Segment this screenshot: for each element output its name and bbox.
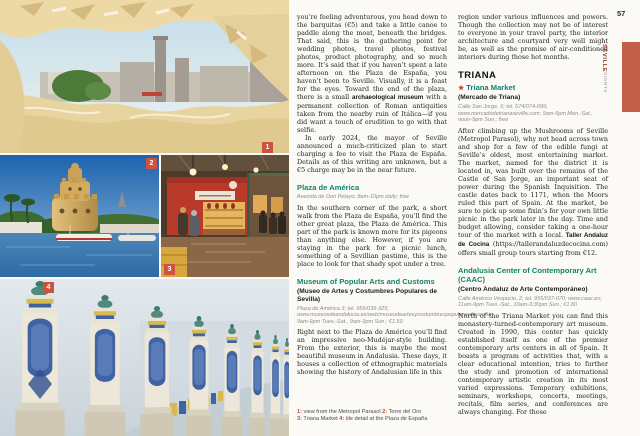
photo-metropol-parasol-view bbox=[0, 0, 289, 153]
listing-info-plaza-de-america: Avenida de Don Pelayo; 8am-10pm daily; free bbox=[297, 194, 410, 200]
triana-market-illustration bbox=[161, 155, 289, 277]
paragraph-text: (https://tallerandaluzdecocina.com) offers small group tours starting from €12. bbox=[458, 239, 608, 257]
listing-info-triana-market: Calle San Jorge, 6; tel. 674/074-099; www.mercadodetrianasevilla.com; 9am-5pm Mon.-Sat., noon-5pm Sun.; free bbox=[458, 104, 593, 124]
paragraph-triana-market bbox=[458, 127, 608, 257]
photo-badge-3: 3 bbox=[164, 264, 175, 275]
top-sight-star-icon: ★ bbox=[458, 85, 465, 92]
photo-torre-del-oro bbox=[0, 155, 159, 277]
caption-number: 2: bbox=[382, 409, 388, 415]
chapter-tab bbox=[601, 44, 607, 104]
subheading-museo-artes: (Museo de Artes y Costumbres Populares de Sevilla) bbox=[297, 287, 438, 303]
caption-text: Torre del Oro bbox=[387, 409, 422, 415]
paragraph-text: you’re feeling adventurous, you head down to the barquitas (€5) and take a little canoe to paddle along the moat, beneath the bridges. That said, this is the gathering point for wedding photos, travel photos, festival photos, product photography, and so much more. It’s said that if you haven’t spent a late afternoon on the Plaza de España, you haven’t been to Seville. Visually, it is a feast for the eyes. Toward the end of the plaza, there is a small bbox=[297, 13, 447, 101]
paragraph-caac: North of the Triana Market you can find this monastery-turned-contemporary art museum. Created in 1990, this center has quickly established itself as one of the premier contemporary arts centers in all of Spain. It boasts a program of activities that, with a clear educational intention, tries to further the study and promotion of international contemporary artistic creation in its most varied expressions. Temporary exhibitions, seminars, workshops, concerts, meetings, recitals, film series, and conferences are always changing. For those bbox=[458, 311, 608, 416]
listing-info-caac: Calle Américo Vespucio, 2; tel. 955/037-070; www.caac.es; 11am-9pm Tues.-Sat., 10am-3:30pm Sun.; €1.80 bbox=[458, 295, 602, 309]
paragraph-text: After climbing up the Mushrooms of Seville (Metropol Parasol), why not head across town and shop for a few of the edible fungi at Seville’s oldest, most entertaining market. The market, named for the district it is located in, was built over the remains of the Castle of San Jorge, an important seat of power during the Spanish Inquisition. The castle dates back to 1171, when the Moors ruled this part of Spain. At the market, be sure to pick up some fixin’s for your own little picnic in the park later in the day. Time and budget allowing, consider taking a one-hour tour of the market with a local. bbox=[458, 126, 608, 239]
caption-text: tile detail at the Plaza de España bbox=[344, 416, 428, 422]
bold-taller-andaluz-de-cocina: Taller Andaluz de Cocina bbox=[458, 231, 608, 248]
heading-museum-popular-arts: Museum of Popular Arts and Customs bbox=[297, 276, 435, 286]
metropol-parasol-illustration bbox=[0, 0, 289, 153]
torre-del-oro-illustration bbox=[0, 155, 159, 277]
page-number: 57 bbox=[617, 9, 626, 18]
photo-badge-4: 4 bbox=[43, 282, 54, 293]
paragraph-plaza-espana bbox=[297, 13, 447, 134]
subheading-mercado-de-triana: (Mercado de Triana) bbox=[458, 94, 521, 101]
plaza-espana-tiles-illustration bbox=[0, 279, 289, 436]
paragraph-plaza-de-america: In the southern corner of the park, a short walk from the Plaza de España, you’ll find the other great plaza, the Plaza de América. This part of the park is known more for its pigeons than anything else. However, if you are staying in the park for a picnic lunch, something of a Sevillian pastime, this is the place to look for that shady spot under a tree. bbox=[297, 203, 447, 268]
heading-triana-market bbox=[458, 83, 608, 93]
caption-text: view from the Metropol Parasol bbox=[301, 409, 383, 415]
paragraph-text: with a permanent collection of Roman antiquities taken from the nearby ruin of Itálica—if you did want a touch of erudition to go with that selfie. bbox=[297, 93, 447, 134]
chapter-tab-color-block bbox=[622, 42, 640, 112]
heading-caac: Andalusia Center of Contemporary Art (CAAC) bbox=[458, 265, 597, 284]
caption-number: 4: bbox=[339, 416, 345, 422]
photo-badge-1: 1 bbox=[262, 142, 273, 153]
listing-info-museum: Plaza de América 3; tel. 955/035-325; www.museosdeandalucia.es/web/museodeartesycostumbrespopularesdesevilla; 9am-9pm Tues.-Sat., 9am-3pm Sun.; €1.50 bbox=[297, 305, 493, 325]
photo-badge-2: 2 bbox=[146, 158, 157, 169]
paragraph-collection: region under various influences and powers. Though the collection may not be of interest to everyone in your travel party, the interior architecture and courtyard very well might be, as well as the promise of air-conditioned interiors during those hot months. bbox=[458, 13, 608, 61]
heading-plaza-de-america: Plaza de América bbox=[297, 183, 360, 192]
tab-chapter-label: SEVILLE bbox=[601, 44, 607, 73]
photo-plaza-espana-tiles bbox=[0, 279, 289, 436]
photo-captions bbox=[297, 409, 457, 423]
heading-triana-district: TRIANA bbox=[458, 70, 497, 81]
subheading-centro-andaluz: (Centro Andaluz de Arte Contemporáneo) bbox=[458, 285, 588, 293]
sight-name: Triana Market bbox=[466, 83, 516, 92]
tab-section-label: SIGHTS bbox=[602, 72, 607, 94]
text-column-right bbox=[458, 0, 608, 436]
caption-number: 3: bbox=[297, 416, 302, 422]
caption-text: Triana Market bbox=[301, 416, 340, 422]
photo-triana-market bbox=[161, 155, 289, 277]
bold-archaeological-museum: archaeological museum bbox=[352, 94, 424, 101]
caption-number: 1: bbox=[297, 409, 302, 415]
paragraph-museum: Right next to the Plaza de América you’ll find an impressive neo-Mudéjar-style building. From the exterior, this is maybe the most beautiful museum in Andalusia. These days, it houses a collection of ethnographic materials showing the history of Andalusian life in this bbox=[297, 328, 447, 377]
paragraph-2024-fee: In early 2024, the mayor of Seville announced a much-criticized plan to start charging a fee to visit the Plaza de España. Details as of this writing are unknown, but a €5 charge may be in the near future. bbox=[297, 134, 447, 174]
